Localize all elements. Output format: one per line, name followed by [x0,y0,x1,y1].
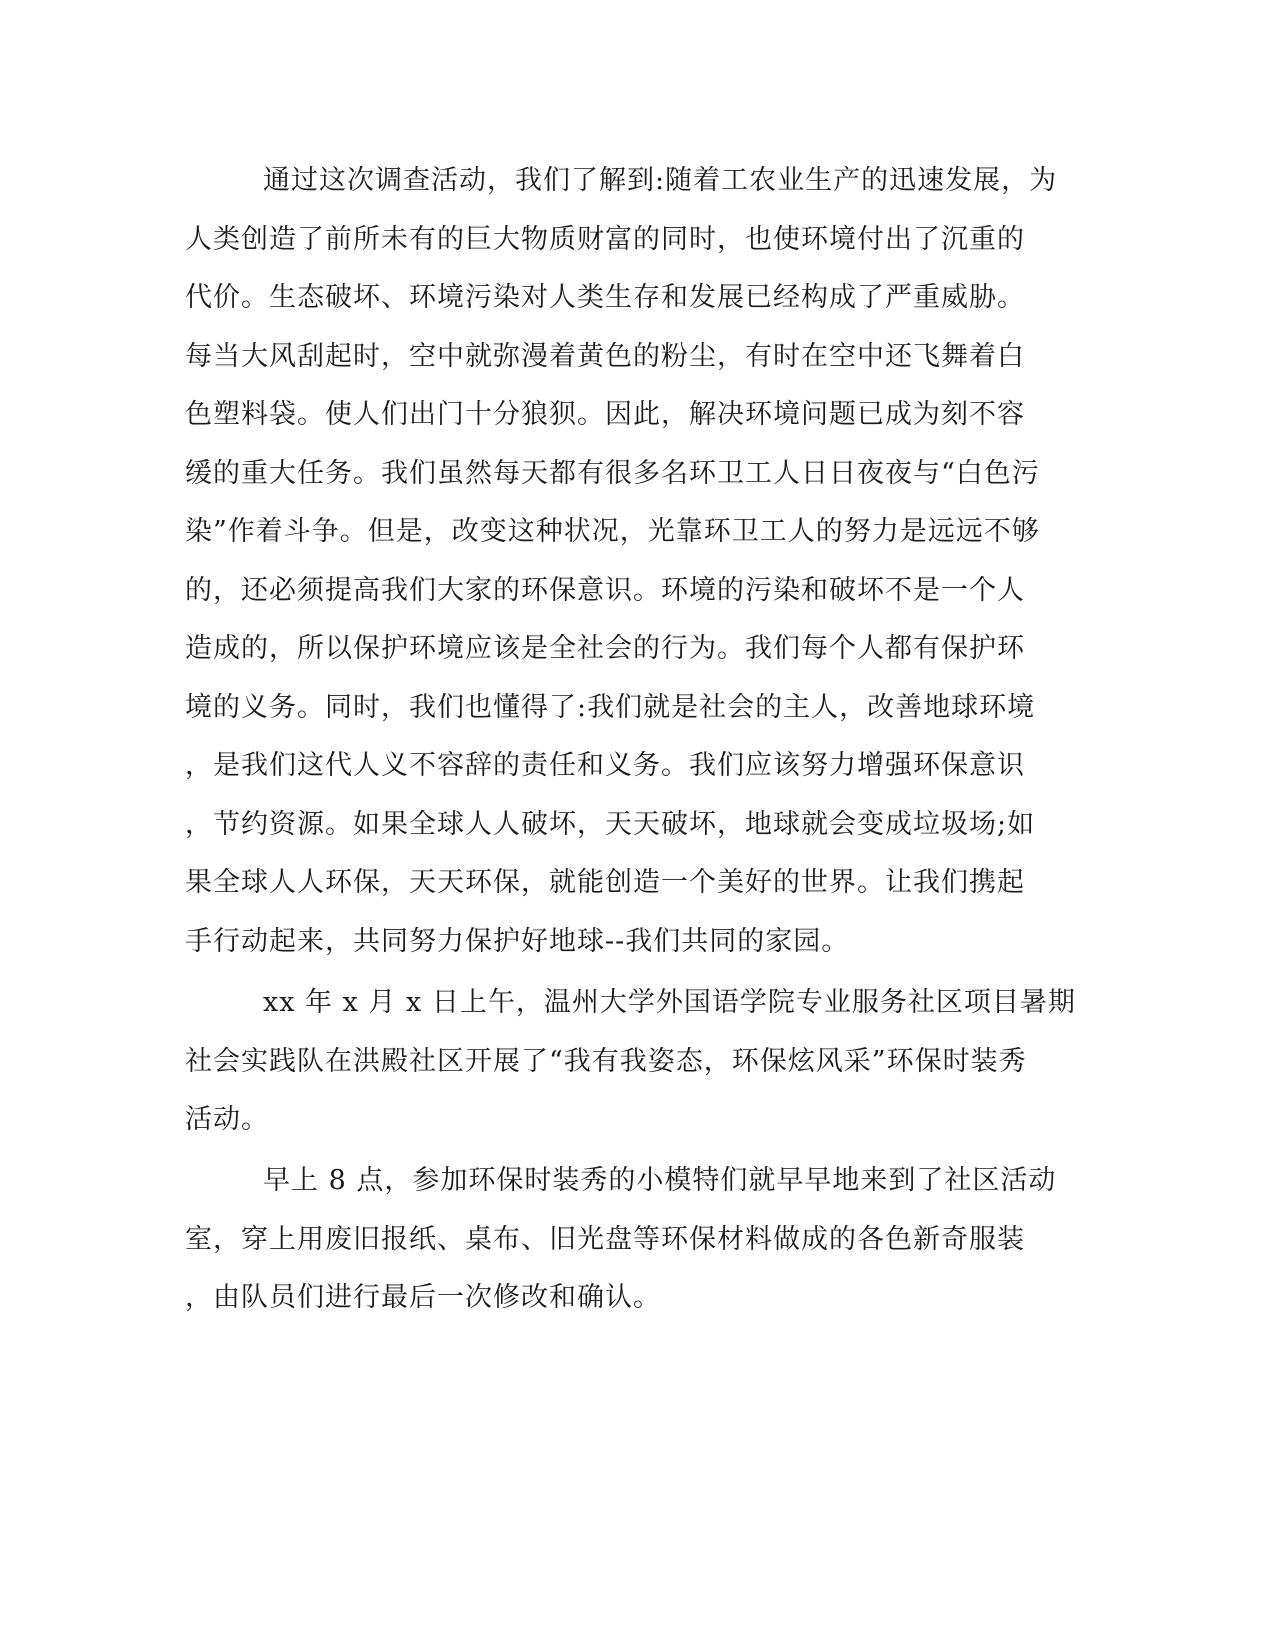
paragraph-line: 境的义务。同时，我们也懂得了:我们就是社会的主人，改善地球环境 [185,692,1036,723]
paragraph-line: 人类创造了前所未有的巨大物质财富的同时，也使环境付出了沉重的 [185,224,1025,255]
paragraph-line: 室，穿上用废旧报纸、桌布、旧光盘等环保材料做成的各色新奇服装 [185,1224,1025,1255]
paragraph-line: ，由队员们进行最后一次修改和确认。 [185,1282,661,1313]
paragraph-line: ，节约资源。如果全球人人破坏，天天破坏，地球就会变成垃圾场;如 [185,809,1036,840]
paragraph-line: 果全球人人环保，天天环保，就能创造一个美好的世界。让我们携起 [185,867,1025,898]
paragraph-line: 染”作着斗争。但是，改变这种状况，光靠环卫工人的努力是远远不够 [185,516,1040,547]
paragraph-line: 色塑料袋。使人们出门十分狼狈。因此，解决环境问题已成为刻不容 [185,399,1025,430]
paragraph-line: ，是我们这代人义不容辞的责任和义务。我们应该努力增强环保意识 [185,750,1025,781]
paragraph-line: 手行动起来，共同努力保护好地球--我们共同的家园。 [185,926,850,957]
paragraph-line: 每当大风刮起时，空中就弥漫着黄色的粉尘，有时在空中还飞舞着白 [185,341,1025,372]
paragraph-line: 的，还必须提高我们大家的环保意识。环境的污染和破坏不是一个人 [185,575,1025,606]
paragraph-line: xx 年 x 月 x 日上午，温州大学外国语学院专业服务社区项目暑期 [263,987,1076,1018]
paragraph-line: 代价。生态破坏、环境污染对人类生存和发展已经构成了严重威胁。 [185,282,1025,313]
paragraph-line: 社会实践队在洪殿社区开展了“我有我姿态，环保炫风采”环保时装秀 [185,1046,1027,1077]
paragraph-line: 通过这次调查活动，我们了解到:随着工农业生产的迅速发展，为 [263,165,1058,196]
paragraph-line: 造成的，所以保护环境应该是全社会的行为。我们每个人都有保护环 [185,633,1025,664]
paragraph-line: 缓的重大任务。我们虽然每天都有很多名环卫工人日日夜夜与“白色污 [185,458,1040,489]
paragraph-line: 早上 8 点，参加环保时装秀的小模特们就早早地来到了社区活动 [263,1165,1057,1196]
paragraph-line: 活动。 [185,1104,269,1135]
